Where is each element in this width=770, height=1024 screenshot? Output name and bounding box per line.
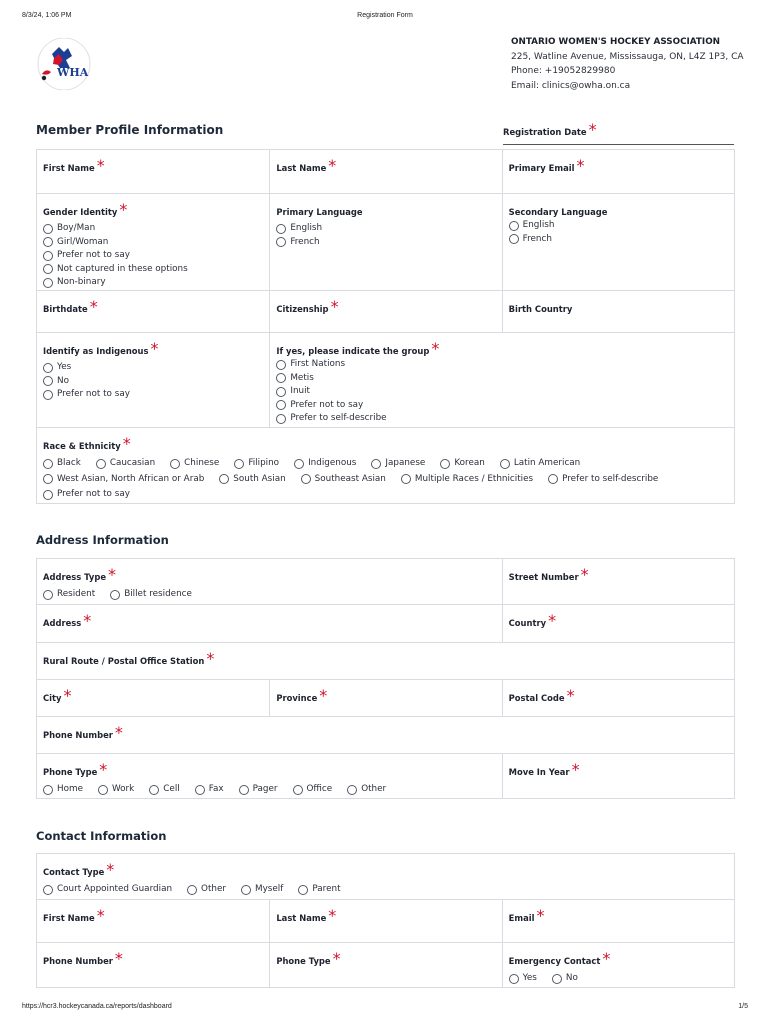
gender-identity-group	[37, 194, 269, 290]
option-label: Work	[111, 784, 135, 794]
option-label: Filipino	[248, 458, 280, 468]
radio-icon	[43, 785, 53, 795]
radio-icon	[43, 390, 53, 400]
postal-code-field[interactable]	[502, 680, 734, 716]
print-url: https://hcr3.hockeycanada.ca/reports/dashboard	[22, 1003, 172, 1010]
option-label: Office	[306, 784, 333, 794]
logo-text: WHA	[57, 66, 89, 79]
option-label: No	[565, 973, 578, 983]
radio-icon	[187, 885, 197, 895]
indigenous-group	[37, 333, 269, 427]
option-label: Indigenous	[308, 458, 357, 468]
radio-icon	[149, 785, 159, 795]
required-mark: *	[206, 649, 215, 668]
print-header	[22, 12, 748, 24]
required-mark: *	[536, 906, 545, 925]
option-label: Southeast Asian	[314, 473, 386, 484]
emergency-contact-label: Emergency Contact	[508, 956, 601, 966]
radio-icon	[500, 459, 510, 469]
gender-option-non-binary[interactable]	[43, 276, 263, 290]
primary-language-label: Primary Language	[276, 207, 363, 217]
radio-icon	[43, 237, 53, 247]
contact-email-field[interactable]	[502, 900, 734, 942]
gender-option-boy-man[interactable]	[43, 222, 263, 236]
first-name-field[interactable]	[37, 150, 269, 193]
option-label: Non-binary	[57, 277, 106, 287]
radio-icon	[294, 459, 304, 469]
radio-icon	[276, 360, 286, 370]
indigenous-group-label: If yes, please indicate the group	[276, 346, 430, 356]
required-mark: *	[119, 200, 128, 219]
member-profile-table	[36, 149, 735, 504]
option-label: Chinese	[184, 458, 220, 468]
address-table	[36, 558, 735, 799]
radio-icon	[276, 373, 286, 383]
registration-date-label: Registration Date	[503, 127, 587, 137]
radio-icon	[276, 414, 286, 424]
radio-icon	[401, 474, 411, 484]
option-label: Latin American	[513, 458, 581, 468]
group-option-prefer-not-to-say[interactable]	[276, 399, 728, 413]
option-label: English	[290, 223, 323, 233]
secondary-language-group	[502, 194, 734, 290]
secondary-language-option-english[interactable]	[509, 219, 728, 233]
race-option-japanese[interactable]	[371, 456, 425, 472]
gender-option-girl-woman[interactable]	[43, 236, 263, 250]
address-phone-number-field[interactable]	[37, 717, 734, 753]
radio-icon	[43, 590, 53, 600]
first-name-label: First Name	[43, 163, 95, 173]
option-label: Prefer not to say	[57, 250, 130, 260]
option-label: Home	[57, 784, 83, 794]
move-in-year-field[interactable]	[502, 754, 734, 798]
radio-icon	[548, 474, 558, 484]
radio-icon	[43, 490, 53, 500]
race-ethnicity-label: Race & Ethnicity	[43, 441, 121, 451]
race-option-west-asian[interactable]	[43, 472, 204, 488]
contact-type-option-guardian[interactable]	[43, 882, 172, 898]
option-label: Caucasian	[109, 458, 156, 468]
address-type-option-billet[interactable]	[110, 587, 192, 603]
gender-option-not-captured[interactable]	[43, 263, 263, 277]
required-mark: *	[602, 949, 611, 968]
radio-icon	[98, 785, 108, 795]
contact-type-label: Contact Type	[43, 867, 105, 877]
province-field[interactable]	[269, 680, 501, 716]
option-label: Girl/Woman	[57, 236, 109, 247]
radio-icon	[110, 590, 120, 600]
birth-country-label: Birth Country	[508, 304, 573, 314]
emergency-contact-group	[502, 943, 734, 987]
contact-type-option-parent[interactable]	[298, 882, 340, 898]
required-mark: *	[319, 686, 328, 705]
required-mark: *	[114, 723, 123, 742]
race-option-southeast-asian[interactable]	[301, 472, 386, 488]
radio-icon	[509, 221, 519, 231]
emergency-contact-option-no[interactable]	[552, 971, 578, 987]
city-field[interactable]	[37, 680, 269, 716]
address-info-title: Address Information	[36, 533, 169, 547]
birthdate-label: Birthdate	[43, 304, 88, 314]
primary-language-option-english[interactable]	[276, 222, 495, 236]
required-mark: *	[114, 949, 123, 968]
member-profile-title: Member Profile Information	[36, 123, 224, 137]
radio-icon	[234, 459, 244, 469]
option-label: Prefer to self-describe	[562, 473, 659, 484]
phone-type-option-pager[interactable]	[239, 782, 278, 798]
option-label: Cell	[163, 784, 180, 794]
organization-info	[511, 35, 761, 93]
option-label: West Asian, North African or Arab	[57, 473, 205, 484]
citizenship-label: Citizenship	[276, 304, 329, 314]
option-label: Fax	[208, 784, 224, 794]
option-label: Myself	[255, 884, 284, 894]
required-mark: *	[580, 565, 589, 584]
indigenous-option-yes[interactable]	[43, 361, 263, 375]
radio-icon	[276, 387, 286, 397]
required-mark: *	[122, 434, 131, 453]
street-number-label: Street Number	[508, 572, 579, 582]
required-mark: *	[99, 760, 108, 779]
radio-icon	[43, 363, 53, 373]
print-title: Registration Form	[357, 12, 413, 19]
print-datetime: 8/3/24, 1:06 PM	[22, 12, 72, 19]
indigenous-option-no[interactable]	[43, 375, 263, 389]
required-mark: *	[548, 611, 557, 630]
contact-table	[36, 853, 735, 988]
option-label: Prefer not to say	[290, 399, 364, 410]
address-type-group	[37, 559, 502, 604]
option-label: Not captured in these options	[57, 263, 188, 274]
secondary-language-label: Secondary Language	[508, 207, 608, 217]
owha-logo-graphic	[32, 38, 96, 90]
option-label: First Nations	[290, 359, 346, 369]
radio-icon	[239, 785, 249, 795]
race-ethnicity-group	[37, 428, 734, 503]
radio-icon	[43, 251, 53, 261]
radio-icon	[43, 278, 53, 288]
last-name-field[interactable]	[269, 150, 501, 193]
group-option-self-describe[interactable]	[276, 412, 728, 426]
race-option-black[interactable]	[43, 456, 81, 472]
contact-type-option-other[interactable]	[187, 882, 226, 898]
option-label: Resident	[57, 589, 96, 599]
race-option-caucasian[interactable]	[96, 456, 155, 472]
option-label: French	[290, 236, 320, 247]
primary-language-option-french[interactable]	[276, 236, 495, 250]
org-name: ONTARIO WOMEN'S HOCKEY ASSOCIATION	[511, 37, 721, 47]
option-label: Prefer not to say	[57, 489, 130, 499]
contact-first-name-label: First Name	[43, 913, 95, 923]
option-label: Yes	[522, 973, 537, 983]
option-label: Other	[361, 784, 387, 794]
radio-icon	[293, 785, 303, 795]
radio-icon	[43, 224, 53, 234]
emergency-contact-option-yes[interactable]	[509, 971, 537, 987]
radio-icon	[170, 459, 180, 469]
required-mark: *	[576, 156, 585, 175]
street-number-field[interactable]	[502, 559, 734, 604]
required-mark: *	[431, 339, 440, 358]
radio-icon	[195, 785, 205, 795]
option-label: Inuit	[290, 386, 310, 396]
race-option-self-describe[interactable]	[548, 472, 658, 488]
required-mark: *	[330, 297, 339, 316]
address-label: Address	[43, 618, 82, 628]
option-label: Prefer to self-describe	[290, 413, 387, 423]
race-option-south-asian[interactable]	[219, 472, 285, 488]
phone-type-option-other[interactable]	[347, 782, 386, 798]
birth-country-field[interactable]	[502, 291, 734, 332]
option-label: Court Appointed Guardian	[57, 884, 173, 894]
address-type-label: Address Type	[43, 572, 107, 582]
race-option-multiple[interactable]	[401, 472, 533, 488]
option-label: Pager	[252, 784, 278, 794]
option-label: Prefer not to say	[57, 389, 130, 399]
birthdate-field[interactable]	[37, 291, 269, 332]
option-label: Black	[57, 458, 81, 468]
contact-type-option-myself[interactable]	[241, 882, 283, 898]
required-mark: *	[150, 339, 159, 358]
contact-phone-number-label: Phone Number	[43, 956, 113, 966]
secondary-language-option-french[interactable]	[509, 233, 728, 247]
primary-email-field[interactable]	[502, 150, 734, 193]
option-label: French	[522, 233, 552, 244]
required-mark: *	[332, 949, 341, 968]
option-label: South Asian	[233, 473, 286, 484]
contact-phone-type-field[interactable]	[269, 943, 501, 987]
contact-info-title: Contact Information	[36, 829, 167, 843]
race-option-latin-american[interactable]	[500, 456, 580, 472]
rural-route-label: Rural Route / Postal Office Station	[43, 656, 205, 666]
radio-icon	[347, 785, 357, 795]
radio-icon	[241, 885, 251, 895]
country-label: Country	[508, 618, 547, 628]
org-email: Email: clinics@owha.on.ca	[511, 80, 631, 91]
radio-icon	[43, 459, 53, 469]
option-label: Multiple Races / Ethnicities	[414, 473, 534, 484]
race-option-filipino[interactable]	[234, 456, 279, 472]
option-label: Boy/Man	[57, 223, 96, 233]
radio-icon	[298, 885, 308, 895]
owha-logo	[32, 38, 96, 90]
primary-language-group	[269, 194, 501, 290]
group-option-inuit[interactable]	[276, 385, 728, 399]
required-mark: *	[106, 860, 115, 879]
race-option-chinese[interactable]	[170, 456, 219, 472]
radio-icon	[43, 264, 53, 274]
phone-type-group	[37, 754, 502, 798]
indigenous-group-detail	[269, 333, 734, 427]
required-mark: *	[328, 906, 337, 925]
radio-icon	[276, 237, 286, 247]
radio-icon	[301, 474, 311, 484]
radio-icon	[96, 459, 106, 469]
phone-number-label: Phone Number	[43, 730, 113, 740]
contact-phone-number-field[interactable]	[37, 943, 269, 987]
gender-identity-label: Gender Identity	[43, 207, 118, 217]
option-label: Billet residence	[124, 589, 192, 599]
race-option-indigenous[interactable]	[294, 456, 356, 472]
contact-email-label: Email	[508, 913, 535, 923]
required-mark: *	[96, 156, 105, 175]
phone-type-label: Phone Type	[43, 767, 98, 777]
option-label: Metis	[290, 372, 314, 383]
radio-icon	[509, 234, 519, 244]
org-address: 225, Watline Avenue, Mississauga, ON, L4Z 1P3, CA	[511, 51, 744, 62]
option-label: Other	[201, 884, 227, 894]
option-label: Yes	[57, 362, 72, 372]
phone-type-option-cell[interactable]	[149, 782, 179, 798]
race-option-prefer-not-to-say[interactable]	[43, 487, 130, 503]
required-mark: *	[63, 686, 72, 705]
required-mark: *	[89, 297, 98, 316]
contact-last-name-label: Last Name	[276, 913, 327, 923]
province-label: Province	[276, 693, 318, 703]
option-label: Korean	[454, 458, 485, 468]
postal-code-label: Postal Code	[508, 693, 565, 703]
group-option-first-nations[interactable]	[276, 358, 728, 372]
citizenship-field[interactable]	[269, 291, 501, 332]
required-mark: *	[83, 611, 92, 630]
radio-icon	[509, 974, 519, 984]
radio-icon	[43, 885, 53, 895]
radio-icon	[552, 974, 562, 984]
option-label: No	[57, 375, 69, 386]
gender-option-prefer-not-to-say[interactable]	[43, 249, 263, 263]
print-page-number: 1/5	[738, 1003, 748, 1010]
phone-type-option-work[interactable]	[98, 782, 134, 798]
contact-type-group	[37, 854, 734, 899]
city-label: City	[43, 693, 62, 703]
race-option-korean[interactable]	[440, 456, 485, 472]
org-phone: Phone: +19052829980	[511, 66, 616, 76]
country-field[interactable]	[502, 605, 734, 642]
radio-icon	[440, 459, 450, 469]
primary-email-label: Primary Email	[508, 163, 575, 173]
required-mark: *	[328, 156, 337, 175]
contact-first-name-field[interactable]	[37, 900, 269, 942]
radio-icon	[276, 400, 286, 410]
group-option-metis[interactable]	[276, 372, 728, 386]
phone-type-option-fax[interactable]	[195, 782, 224, 798]
indigenous-label: Identify as Indigenous	[43, 346, 149, 356]
phone-type-option-home[interactable]	[43, 782, 83, 798]
option-label: Parent	[312, 884, 341, 894]
radio-icon	[43, 474, 53, 484]
rural-route-field[interactable]	[37, 643, 734, 679]
radio-icon	[219, 474, 229, 484]
address-field[interactable]	[37, 605, 502, 642]
radio-icon	[371, 459, 381, 469]
address-type-option-resident[interactable]	[43, 587, 95, 603]
required-mark: *	[108, 565, 117, 584]
registration-date-field[interactable]	[503, 120, 734, 145]
required-mark: *	[96, 906, 105, 925]
radio-icon	[276, 224, 286, 234]
option-label: Japanese	[385, 458, 426, 468]
radio-icon	[43, 376, 53, 386]
last-name-label: Last Name	[276, 163, 327, 173]
required-mark: *	[566, 686, 575, 705]
required-mark: *	[588, 120, 597, 139]
contact-last-name-field[interactable]	[269, 900, 501, 942]
phone-type-option-office[interactable]	[293, 782, 333, 798]
indigenous-option-prefer-not-to-say[interactable]	[43, 388, 263, 402]
option-label: English	[522, 220, 555, 230]
required-mark: *	[571, 760, 580, 779]
contact-phone-type-label: Phone Type	[276, 956, 331, 966]
move-in-year-label: Move In Year	[508, 767, 570, 777]
